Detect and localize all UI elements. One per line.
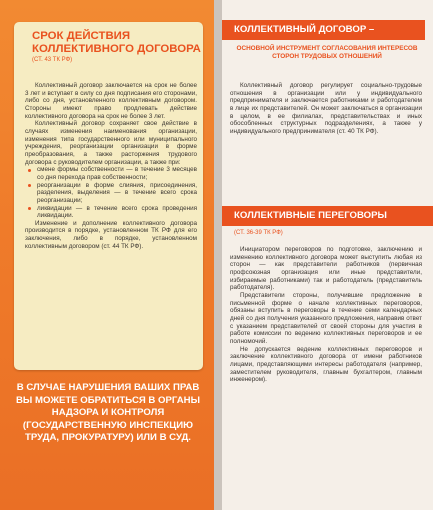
agreement-banner-text: КОЛЛЕКТИВНЫЙ ДОГОВОР –	[234, 24, 375, 35]
negotiations-banner-text: КОЛЛЕКТИВНЫЕ ПЕРЕГОВОРЫ	[234, 210, 387, 221]
term-paragraph-3: Изменение и дополнение коллективного договора производится в порядке, установленном ТК РФ для его заключения, либо в порядке, установленном коллективным договором (ст. 44 ТК РФ).	[25, 219, 197, 250]
negotiations-paragraph-1: Инициатором переговоров по подготовке, заключению и изменению коллективного договора может выступить любая из сторон — как представители работников (первичная профсоюзная организация или иные представители, избираемые работниками) так и работодатель (представитель работодателя).	[230, 246, 422, 292]
agreement-paragraph: Коллективный договор регулирует социально-трудовые отношения в организации или у индивидуального предпринимателя и заключается работниками и работодателем в лице их представителей. Он может заключаться в организации в целом, в ее филиалах, представительствах и иных обособленных структурных подразделениях, а также у индивидуального предпринимателя (ст. 40 ТК РФ).	[230, 82, 422, 135]
list-item: реорганизации в форме слияния, присоединения, разделения, выделения — в течение всего срока реорганизации;	[33, 182, 197, 205]
violation-callout: В СЛУЧАЕ НАРУШЕНИЯ ВАШИХ ПРАВ ВЫ МОЖЕТЕ ОБРАТИТЬСЯ В ОРГАНЫ НАДЗОРА И КОНТРОЛЯ (ГОСУДАРСТВЕННУЮ ИНСПЕКЦИЮ ТРУДА, ПРОКУРАТУРУ) ИЛИ В СУД.	[16, 382, 200, 443]
negotiations-paragraph-3: Не допускается ведение коллективных переговоров и заключение коллективного договора от имени работников лицами, представляющими интересы работодателя (например, заместителем руководителя, главным бухгалтером, главным инженером).	[230, 345, 422, 384]
negotiations-banner	[222, 206, 433, 226]
term-paragraph-1: Коллективный договор заключается на срок не более 3 лет и вступает в силу со дня подписания его сторонами, либо со дня, установленного коллективным договором. Стороны имеют право продлевать действие коллективного договора на срок не более 3 лет.	[25, 82, 197, 120]
negotiations-paragraph-2: Представители стороны, получившие предложение в письменной форме о начале коллективных переговоров, обязаны вступить в переговоры в течение семи календарных дней со дня получения указанного предложения, направив ответ с указанием представителей от своей стороны для участия в работе комиссии по ведению коллективных переговоров и ее полномочий.	[230, 291, 422, 345]
fold-divider	[214, 0, 222, 510]
term-conditions-list	[25, 166, 197, 220]
list-item: смене формы собственности — в течение 3 месяцев со дня перехода прав собственности;	[33, 166, 197, 181]
term-card	[14, 22, 203, 370]
term-title: СРОК ДЕЙСТВИЯ КОЛЛЕКТИВНОГО ДОГОВОРА	[32, 30, 201, 55]
term-body	[25, 82, 197, 250]
negotiations-body	[230, 246, 422, 384]
list-item: ликвидации — в течение всего срока проведения ликвидации.	[33, 205, 197, 220]
agreement-banner	[222, 20, 425, 40]
agreement-subtitle: ОСНОВНОЙ ИНСТРУМЕНТ СОГЛАСОВАНИЯ ИНТЕРЕСОВ СТОРОН ТРУДОВЫХ ОТНОШЕНИЙ	[236, 45, 418, 60]
negotiations-ref: (СТ. 36-39 ТК РФ)	[234, 230, 283, 236]
term-ref: (СТ. 43 ТК РФ)	[32, 57, 73, 63]
term-paragraph-2: Коллективный договор сохраняет свое действие в случаях изменения наименования организации, изменения типа государственного или муниципального учреждения, реорганизации организации в форме преобразования, а также расторжения трудового договора с руководителем организации, а также при:	[25, 120, 197, 166]
agreement-body	[230, 82, 422, 136]
